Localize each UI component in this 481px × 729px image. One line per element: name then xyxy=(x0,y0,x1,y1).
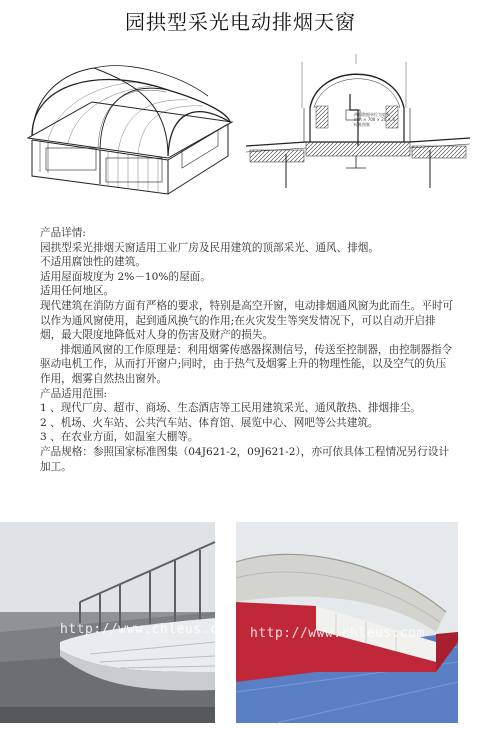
scope-item: 2 、机场、火车站、公共汽车站、体育馆、展览中心、网吧等公共建筑。 xyxy=(40,416,379,429)
watermark: http://www.chleus.com xyxy=(250,626,425,641)
details-line: 适用任何地区。 xyxy=(40,285,115,298)
watermark: http://www.chleus.com xyxy=(60,622,235,637)
scope-item: 3 、在农业方面，如温室大棚等。 xyxy=(40,431,199,444)
page-title: 园拱型采光电动排烟天窗 xyxy=(125,10,356,34)
spec-text: 产品规格：参照国家标准图集（04J621-2，09J621-2），亦可依具体工程情况另行设计加工。 xyxy=(40,445,450,473)
details-line: 园拱型采光排烟天窗适用工业厂房及民用建筑的顶部采光、通风、排烟。 xyxy=(40,241,379,254)
details-line: 适用屋面坡度为 2%－10%的屋面。 xyxy=(40,270,211,283)
skylight-section-drawing xyxy=(246,50,470,190)
details-line: 不适用腐蚀性的建筑。 xyxy=(40,256,146,269)
details-heading: 产品详情: xyxy=(40,227,86,239)
scope-heading: 产品适用范围: xyxy=(40,387,108,400)
photo-rooftop-skylights xyxy=(0,522,235,723)
skylight-isometric-drawing xyxy=(18,44,240,196)
scope-item: 1 、现代厂房、超市、商场、生态酒店等工民用建筑采光、通风散热、排烟排尘。 xyxy=(40,402,421,415)
details-paragraph: 排烟通风窗的工作原理是：利用烟雾传感器探测信号，传送至控制器，由控制器指令驱动电机工作，从而打开窗户;同时，由于热气及烟雾上升的物理性能，以及空气的负压作用，烟雾自然热出窗外。 xyxy=(40,343,453,385)
photo-skylight-closeup xyxy=(236,522,458,723)
drawing-note: 两旧数据单位为毫米 mm × 700 × 20 × 3 标准图集 xyxy=(354,112,395,127)
details-paragraph: 现代建筑在消防方面有严格的要求，特别是高空开窗，电动排烟通风窗为此而生。平时可以作为通风窗使用，起到通风换气的作用;在火灾发生等突发情况下，可以自动开启排烟，最大限度地降低对人身的伤害及财产的损失。 xyxy=(40,299,454,342)
product-description xyxy=(40,226,456,474)
